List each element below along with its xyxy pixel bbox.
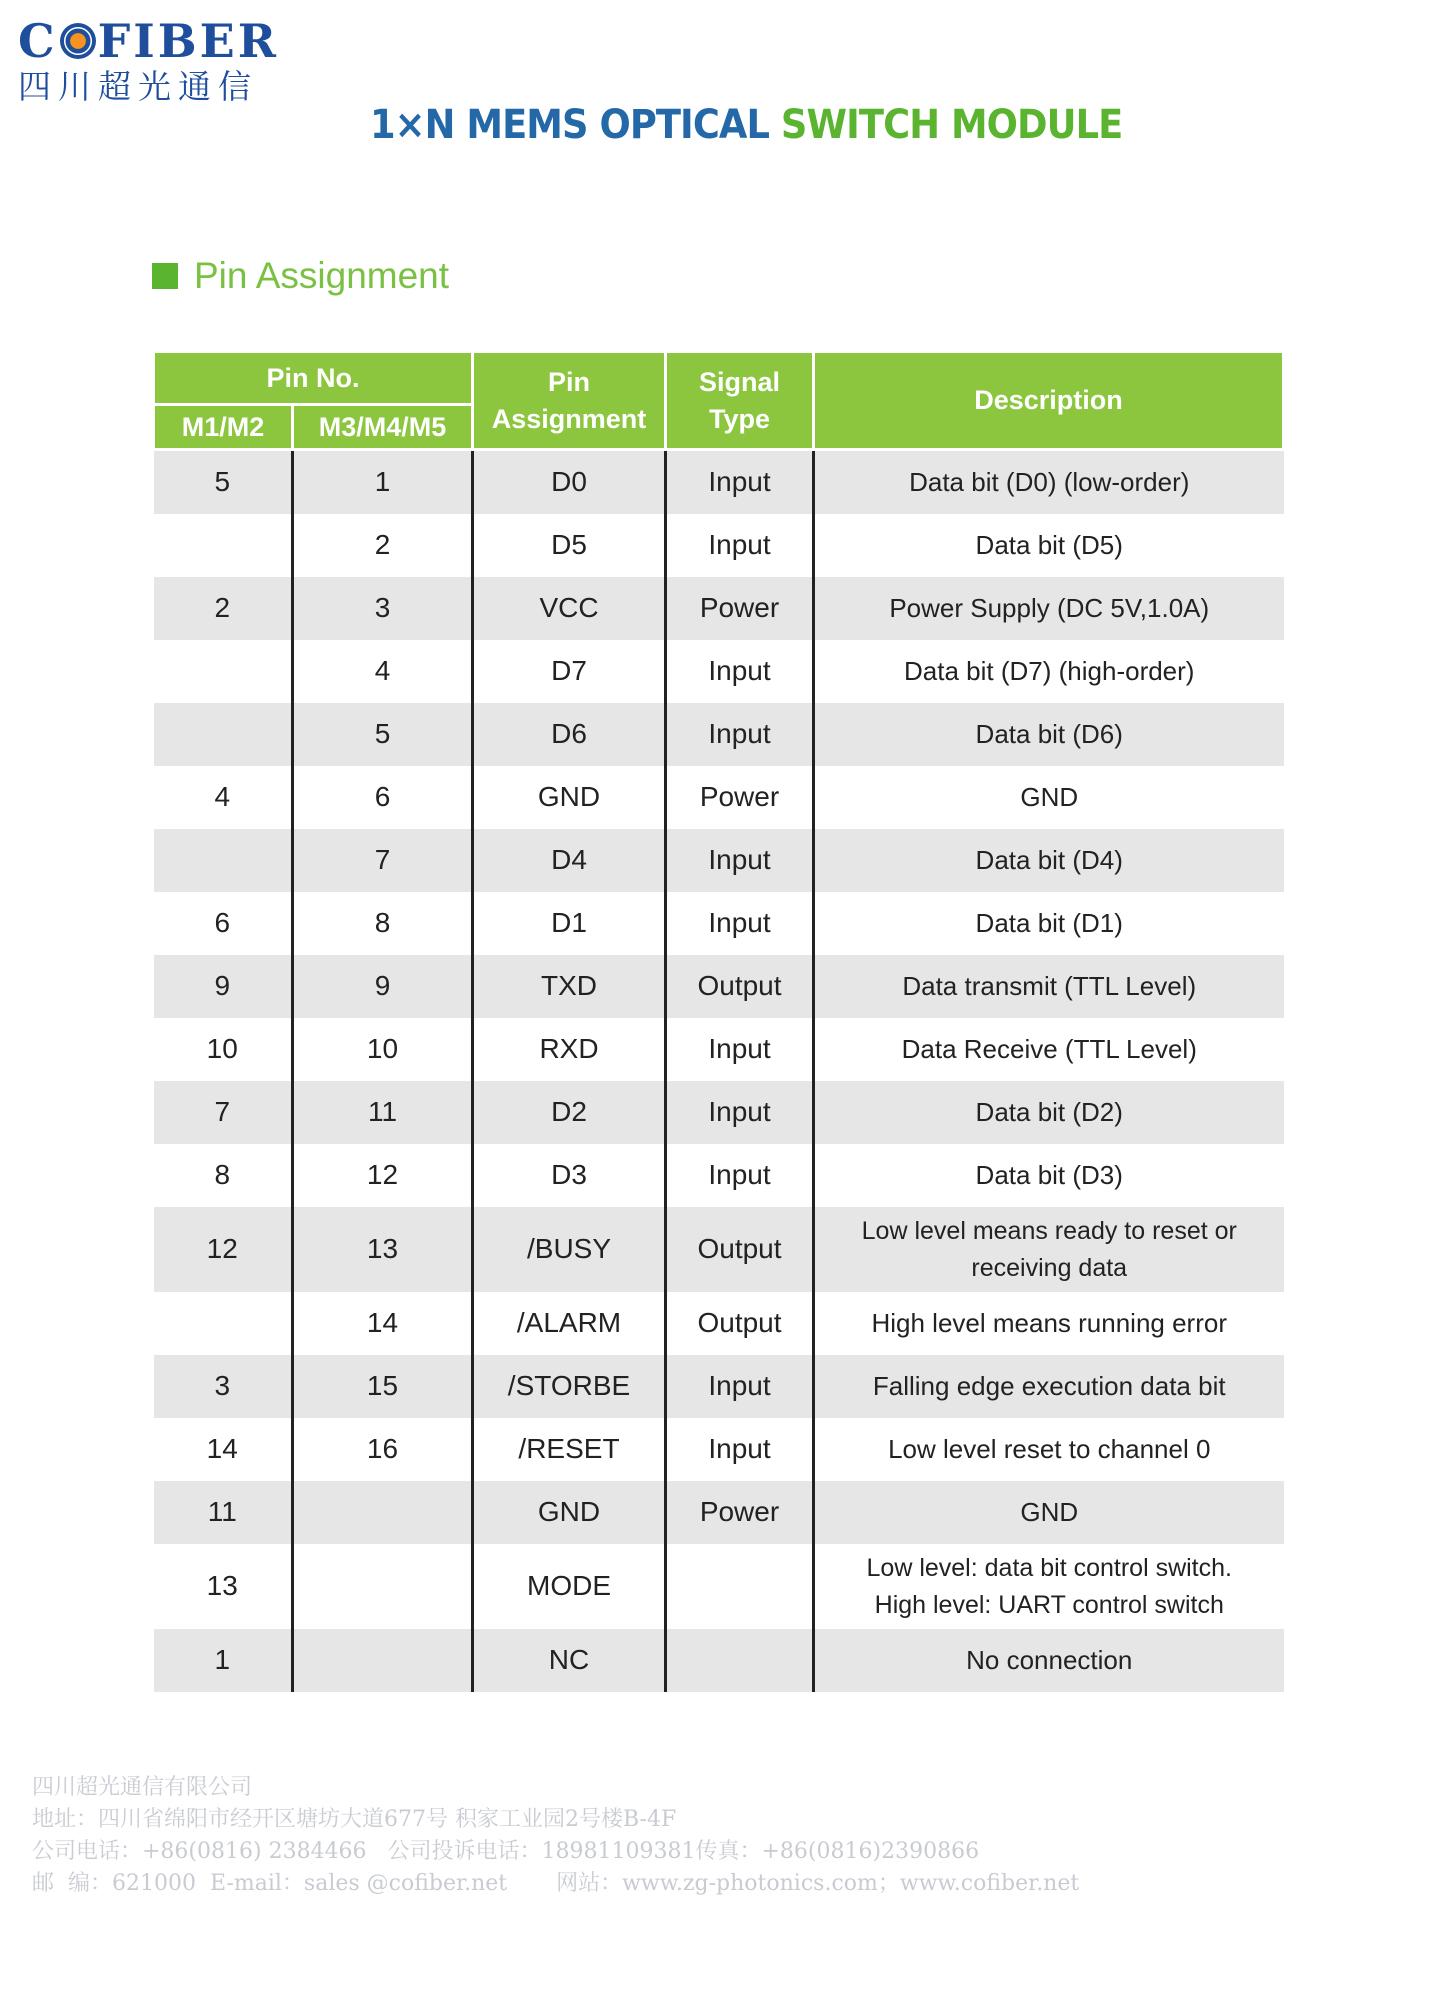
cell-description: Low level reset to channel 0 <box>814 1418 1284 1481</box>
cell-pin: D1 <box>473 892 666 955</box>
logo-chinese-name: 四川超光通信 <box>18 67 258 106</box>
cell-m12: 5 <box>154 450 293 515</box>
cell-m12: 7 <box>154 1081 293 1144</box>
cell-description: Data bit (D5) <box>814 514 1284 577</box>
cell-type: Input <box>666 1355 814 1418</box>
cell-m12: 14 <box>154 1418 293 1481</box>
cell-description: GND <box>814 1481 1284 1544</box>
table-row <box>154 1544 1284 1629</box>
cell-m12 <box>154 703 293 766</box>
cell-m345: 6 <box>293 766 473 829</box>
cell-pin: D6 <box>473 703 666 766</box>
table-row <box>154 829 1284 892</box>
cell-type <box>666 1629 814 1692</box>
cell-pin: D5 <box>473 514 666 577</box>
cell-m12: 1 <box>154 1629 293 1692</box>
table-row <box>154 955 1284 1018</box>
cell-pin: RXD <box>473 1018 666 1081</box>
cell-type: Input <box>666 703 814 766</box>
cell-m12: 12 <box>154 1207 293 1292</box>
cell-pin: VCC <box>473 577 666 640</box>
cell-m12: 13 <box>154 1544 293 1629</box>
cell-type: Power <box>666 766 814 829</box>
logo-globe-icon <box>60 23 96 59</box>
header-signal-type-line1: Signal <box>698 367 780 398</box>
cell-description: Data bit (D6) <box>814 703 1284 766</box>
company-logo <box>18 14 279 106</box>
cell-m12: 2 <box>154 577 293 640</box>
cell-description: GND <box>814 766 1284 829</box>
cell-type: Input <box>666 829 814 892</box>
logo-brand-post: FIBER <box>97 14 279 68</box>
document-title <box>370 102 1122 148</box>
cell-type: Power <box>666 1481 814 1544</box>
cell-type: Output <box>666 1207 814 1292</box>
header-pin-assignment <box>473 353 666 450</box>
cell-m12 <box>154 829 293 892</box>
cell-type: Input <box>666 892 814 955</box>
cell-pin: D4 <box>473 829 666 892</box>
cell-m12 <box>154 514 293 577</box>
section-heading <box>152 255 449 297</box>
cell-description: High level means running error <box>814 1292 1284 1355</box>
cell-description: Data bit (D0) (low-order) <box>814 450 1284 515</box>
cell-m345: 10 <box>293 1018 473 1081</box>
table-row <box>154 1144 1284 1207</box>
cell-pin: GND <box>473 766 666 829</box>
table-row <box>154 1355 1284 1418</box>
cell-description: Data transmit (TTL Level) <box>814 955 1284 1018</box>
cell-pin: D0 <box>473 450 666 515</box>
logo-brand-pre: C <box>18 14 58 68</box>
footer-postal: 邮 编：621000 E-mail：sales @cofiber.net 网站：www.zg-photonics.com；www.cofiber.net <box>32 1871 1080 1896</box>
cell-type: Input <box>666 1144 814 1207</box>
cell-m12: 10 <box>154 1018 293 1081</box>
cell-description: Falling edge execution data bit <box>814 1355 1284 1418</box>
cell-m12: 3 <box>154 1355 293 1418</box>
table-row <box>154 577 1284 640</box>
cell-description: Data bit (D2) <box>814 1081 1284 1144</box>
cell-m345 <box>293 1481 473 1544</box>
section-title: Pin Assignment <box>194 255 450 296</box>
cell-m345: 8 <box>293 892 473 955</box>
cell-description <box>814 1207 1284 1292</box>
cell-type: Input <box>666 514 814 577</box>
document-title-prefix: 1×N MEMS OPTICAL <box>370 102 781 148</box>
table-row <box>154 766 1284 829</box>
cell-description: Data bit (D4) <box>814 829 1284 892</box>
table-row <box>154 640 1284 703</box>
cell-m12: 11 <box>154 1481 293 1544</box>
table-row <box>154 514 1284 577</box>
cell-pin: TXD <box>473 955 666 1018</box>
cell-pin: /STORBE <box>473 1355 666 1418</box>
table-row <box>154 1481 1284 1544</box>
table-row <box>154 1418 1284 1481</box>
cell-m345: 3 <box>293 577 473 640</box>
cell-m345: 9 <box>293 955 473 1018</box>
cell-pin: D2 <box>473 1081 666 1144</box>
cell-description: Data bit (D1) <box>814 892 1284 955</box>
cell-description: Power Supply (DC 5V,1.0A) <box>814 577 1284 640</box>
cell-type: Input <box>666 1418 814 1481</box>
cell-m345: 15 <box>293 1355 473 1418</box>
cell-type: Output <box>666 1292 814 1355</box>
cell-description: No connection <box>814 1629 1284 1692</box>
table-row <box>154 703 1284 766</box>
cell-m12: 4 <box>154 766 293 829</box>
cell-m345: 16 <box>293 1418 473 1481</box>
cell-pin: GND <box>473 1481 666 1544</box>
cell-description <box>814 1544 1284 1629</box>
cell-m12: 6 <box>154 892 293 955</box>
cell-type: Input <box>666 640 814 703</box>
cell-m12: 9 <box>154 955 293 1018</box>
cell-type: Input <box>666 1081 814 1144</box>
header-pin-assignment-line2: Assignment <box>491 403 647 434</box>
cell-m345: 7 <box>293 829 473 892</box>
logo-brand <box>18 14 279 68</box>
cell-description-line2: receiving data <box>971 1253 1128 1282</box>
cell-m12: 8 <box>154 1144 293 1207</box>
cell-type: Input <box>666 1018 814 1081</box>
cell-m345: 5 <box>293 703 473 766</box>
table-row <box>154 1081 1284 1144</box>
cell-description: Data Receive (TTL Level) <box>814 1018 1284 1081</box>
cell-m345: 12 <box>293 1144 473 1207</box>
cell-description-line1: Low level means ready to reset or <box>861 1217 1237 1246</box>
footer-phone: 公司电话：+86(0816) 2384466 公司投诉电话：18981109381传真：+86(0816)2390866 <box>32 1839 980 1864</box>
table-row <box>154 1292 1284 1355</box>
cell-pin: /RESET <box>473 1418 666 1481</box>
cell-description-line2: High level: UART control switch <box>874 1590 1224 1619</box>
cell-m12 <box>154 640 293 703</box>
footer-company: 四川超光通信有限公司 <box>32 1775 253 1800</box>
cell-type: Input <box>666 450 814 515</box>
table-row <box>154 1629 1284 1692</box>
cell-m345: 11 <box>293 1081 473 1144</box>
header-pin-assignment-line1: Pin <box>547 367 590 398</box>
cell-type <box>666 1544 814 1629</box>
cell-description: Data bit (D7) (high-order) <box>814 640 1284 703</box>
table-row <box>154 892 1284 955</box>
cell-m345: 2 <box>293 514 473 577</box>
cell-m345 <box>293 1544 473 1629</box>
cell-description: Data bit (D3) <box>814 1144 1284 1207</box>
footer-address: 地址：四川省绵阳市经开区塘坊大道677号 积家工业园2号楼B-4F <box>32 1807 677 1832</box>
header-m1-m2: M1/M2 <box>154 405 293 450</box>
cell-m345: 4 <box>293 640 473 703</box>
cell-pin: /ALARM <box>473 1292 666 1355</box>
header-description: Description <box>814 353 1284 450</box>
cell-description-line1: Low level: data bit control switch. <box>866 1554 1232 1583</box>
cell-pin: NC <box>473 1629 666 1692</box>
cell-pin: /BUSY <box>473 1207 666 1292</box>
cell-type: Power <box>666 577 814 640</box>
cell-m345: 14 <box>293 1292 473 1355</box>
cell-m12 <box>154 1292 293 1355</box>
header-m3-m4-m5: M3/M4/M5 <box>293 405 473 450</box>
pin-assignment-table <box>152 353 1285 1692</box>
section-bullet-icon <box>152 263 178 289</box>
cell-pin: MODE <box>473 1544 666 1629</box>
header-signal-type-line2: Type <box>708 403 770 434</box>
cell-pin: D7 <box>473 640 666 703</box>
cell-type: Output <box>666 955 814 1018</box>
footer-contact <box>32 1772 1079 1900</box>
cell-m345: 13 <box>293 1207 473 1292</box>
cell-m345: 1 <box>293 450 473 515</box>
header-signal-type <box>666 353 814 450</box>
table-row <box>154 1207 1284 1292</box>
document-title-highlight: SWITCH MODULE <box>780 102 1123 148</box>
header-pin-no: Pin No. <box>154 353 473 405</box>
cell-pin: D3 <box>473 1144 666 1207</box>
table-row <box>154 450 1284 515</box>
cell-m345 <box>293 1629 473 1692</box>
table-row <box>154 1018 1284 1081</box>
